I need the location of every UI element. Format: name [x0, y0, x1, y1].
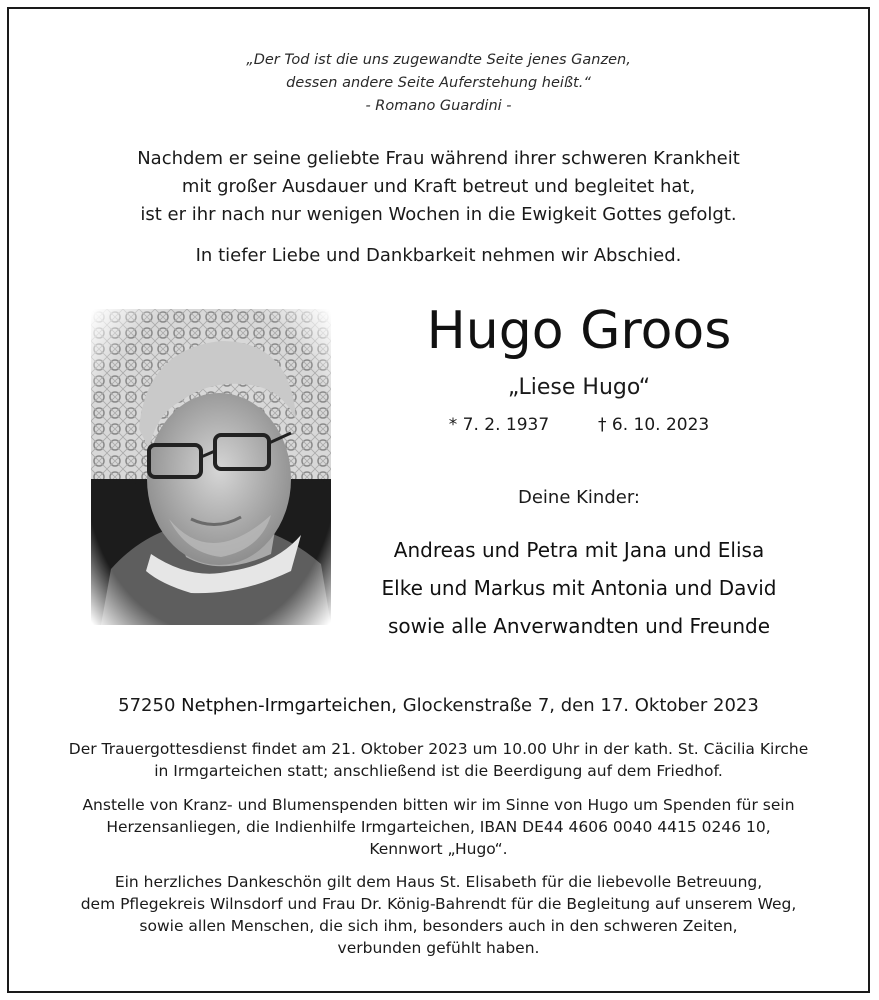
intro-line-3: ist er ihr nach nur wenigen Wochen in die Ewigkeit Gottes gefolgt.: [140, 204, 737, 225]
thanks-line-3: sowie allen Menschen, die sich ihm, besonders auch in den schweren Zeiten,: [139, 917, 738, 935]
quote-line-1: „Der Tod ist die uns zugewandte Seite jenes Ganzen,: [246, 52, 631, 68]
address-line: [9, 695, 868, 716]
quote-block: [9, 49, 868, 118]
intro-line-2: mit großer Ausdauer und Kraft betreut und begleitet hat,: [181, 176, 696, 197]
thanks-info: [9, 871, 868, 959]
obituary-notice: [7, 7, 870, 993]
farewell-line: In tiefer Liebe und Dankbarkeit nehmen wir Abschied.: [195, 245, 682, 266]
intro-text: [9, 145, 868, 229]
donation-info: [9, 794, 868, 860]
service-info: [9, 738, 868, 782]
deceased-nickname: „Liese Hugo“: [507, 375, 651, 400]
deceased-name: Hugo Groos: [426, 301, 732, 361]
family-line-1: Andreas und Petra mit Jana und Elisa: [393, 538, 765, 562]
family-line-2: Elke und Markus mit Antonia und David: [381, 576, 777, 600]
family-line-3: sowie alle Anverwandten und Freunde: [387, 614, 771, 638]
address-rest: Glockenstraße 7, den 17. Oktober 2023: [402, 695, 759, 716]
service-line-2: in Irmgarteichen statt; anschließend ist die Beerdigung auf dem Friedhof.: [154, 762, 723, 780]
portrait-image: [91, 309, 331, 625]
thanks-line-1: Ein herzliches Dankeschön gilt dem Haus St. Elisabeth für die liebevolle Betreuung,: [114, 873, 763, 891]
address-zip: 57250: [118, 695, 176, 716]
thanks-line-2: dem Pflegekreis Wilnsdorf und Frau Dr. König-Bahrendt für die Begleitung auf unserem Weg,: [80, 895, 797, 913]
donation-line-3: Kennwort „Hugo“.: [369, 840, 508, 858]
family-list: [369, 531, 789, 645]
children-label: Deine Kinder:: [517, 487, 640, 508]
donation-line-1: Anstelle von Kranz- und Blumenspenden bitten wir im Sinne von Hugo um Spenden für sein: [82, 796, 795, 814]
thanks-line-4: verbunden gefühlt haben.: [337, 939, 540, 957]
death-date: † 6. 10. 2023: [598, 415, 710, 435]
life-dates: [369, 415, 789, 435]
address-town: Netphen-Irmgarteichen,: [181, 695, 397, 716]
birth-date: * 7. 2. 1937: [448, 415, 550, 435]
portrait-photo: [91, 309, 331, 625]
service-line-1: Der Trauergottesdienst findet am 21. Oktober 2023 um 10.00 Uhr in der kath. St. Cäcilia Kirche: [68, 740, 809, 758]
donation-line-2: Herzensanliegen, die Indienhilfe Irmgarteichen, IBAN DE44 4606 0040 4415 0246 10,: [106, 818, 771, 836]
quote-author: - Romano Guardini -: [365, 98, 512, 114]
intro-line-1: Nachdem er seine geliebte Frau während ihrer schweren Krankheit: [137, 148, 740, 169]
quote-line-2: dessen andere Seite Auferstehung heißt.“: [286, 75, 591, 91]
